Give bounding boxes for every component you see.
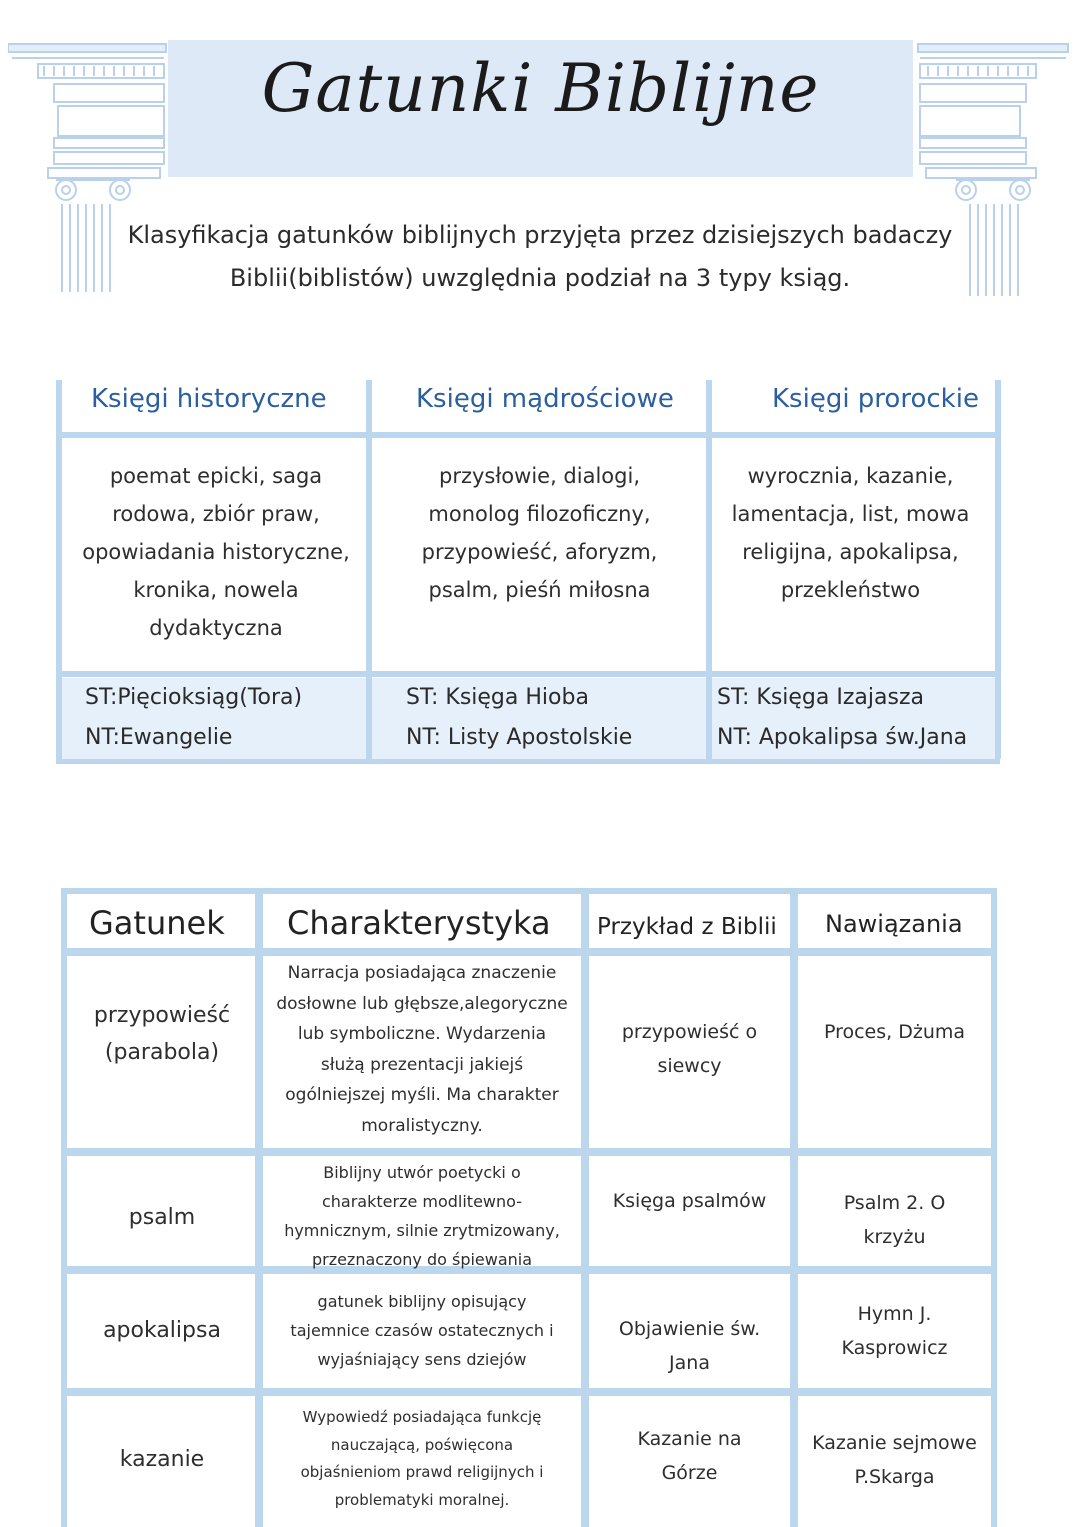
- row-references: [798, 1015, 991, 1049]
- header-characteristics: Charakterystyka: [287, 904, 551, 942]
- genre-line: monolog filozoficzny,: [428, 502, 651, 526]
- example-line: Górze: [661, 1462, 718, 1484]
- example-line: przypowieść o: [621, 1021, 758, 1043]
- grid-line: [581, 894, 589, 1527]
- reference-line: krzyżu: [863, 1226, 926, 1248]
- row-references: [798, 1297, 991, 1365]
- page-title: Gatunki Biblijne: [261, 50, 820, 127]
- examples-historical: [85, 678, 302, 758]
- desc-line: przeznaczony do śpiewania: [311, 1250, 533, 1269]
- genre-line: poemat epicki, saga: [109, 464, 323, 488]
- example-st: ST: Księga Hioba: [406, 685, 589, 710]
- genre-line: przekleństwo: [780, 578, 921, 602]
- book-types-table: [56, 380, 1000, 764]
- desc-line: hymnicznym, silnie zrytmizowany,: [284, 1221, 560, 1240]
- desc-line: Biblijny utwór poetycki o: [323, 1163, 521, 1182]
- genre-line: wyrocznia, kazanie,: [747, 464, 954, 488]
- reference-line: Psalm 2. O: [843, 1192, 946, 1214]
- intro-line: Klasyfikacja gatunków biblijnych przyjęta przez dzisiejszych badaczy: [127, 221, 953, 249]
- genres-wisdom: [377, 457, 702, 609]
- desc-line: Narracja posiadająca znaczenie: [287, 963, 557, 983]
- header-prophetic: Księgi prorockie: [772, 384, 979, 414]
- row-genre: [67, 1312, 257, 1349]
- desc-line: wyjaśniający sens dziejów: [317, 1350, 527, 1369]
- row-example: [589, 1422, 790, 1490]
- header-historical: Księgi historyczne: [91, 384, 327, 414]
- genre-line: przypowieść, aforyzm,: [421, 540, 658, 564]
- grid-line: [790, 894, 798, 1527]
- row-example: [589, 1312, 790, 1380]
- desc-line: dosłowne lub głębsze,alegoryczne: [276, 993, 568, 1014]
- desc-line: charakterze modlitewno-: [321, 1192, 523, 1211]
- genre-line: kronika, nowela: [133, 578, 299, 602]
- desc-line: Wypowiedź posiadająca funkcję: [302, 1408, 542, 1426]
- grid-line: [67, 1388, 991, 1396]
- genre-line: rodowa, zbiór praw,: [112, 502, 320, 526]
- desc-line: problematyki moralnej.: [334, 1490, 510, 1509]
- header-wisdom: Księgi mądrościowe: [416, 384, 674, 414]
- reference-line: Hymn J.: [857, 1303, 932, 1325]
- example-line: Kazanie na: [637, 1428, 742, 1450]
- row-references: [798, 1426, 991, 1494]
- genre-line: lamentacja, list, mowa: [731, 502, 970, 526]
- example-st: ST: Księga Izajasza: [717, 685, 924, 710]
- example-line: Objawienie św.: [618, 1318, 761, 1340]
- row-description: [263, 1404, 581, 1514]
- grid-line: [61, 432, 995, 438]
- row-genre: [67, 1441, 257, 1478]
- genre-line: religijna, apokalipsa,: [742, 540, 959, 564]
- example-line: Księga psalmów: [612, 1190, 767, 1212]
- intro-text: [100, 214, 980, 300]
- example-nt: NT:Ewangelie: [85, 725, 233, 750]
- row-genre: [67, 997, 257, 1071]
- row-example: [589, 1015, 790, 1083]
- desc-line: gatunek biblijny opisujący: [317, 1292, 527, 1311]
- example-line: Jana: [669, 1352, 710, 1374]
- grid-line: [67, 1148, 991, 1156]
- genre-line: psalm, pieśń miłosna: [428, 578, 651, 602]
- row-references: [798, 1186, 991, 1254]
- genre-name: psalm: [128, 1205, 196, 1230]
- header-genre: Gatunek: [89, 904, 225, 942]
- desc-line: służą prezentacji jakiejś: [320, 1054, 524, 1075]
- genre-name: (parabola): [104, 1040, 220, 1065]
- row-description: [263, 958, 581, 1141]
- example-nt: NT: Listy Apostolskie: [406, 725, 633, 750]
- examples-wisdom: [406, 678, 632, 758]
- reference-line: P.Skarga: [854, 1466, 935, 1488]
- desc-line: nauczającą, poświęcona: [330, 1435, 514, 1454]
- desc-line: moralistyczny.: [361, 1115, 483, 1136]
- row-genre: [67, 1199, 257, 1236]
- genres-prophetic: [713, 457, 988, 609]
- row-description: [263, 1287, 581, 1374]
- genres-historical: [66, 457, 366, 647]
- genre-name: apokalipsa: [103, 1318, 221, 1343]
- row-description: [263, 1158, 581, 1274]
- example-st: ST:Pięcioksiąg(Tora): [85, 685, 303, 710]
- desc-line: objaśnieniom prawd religijnych i: [300, 1463, 544, 1481]
- grid-line: [61, 671, 995, 677]
- examples-prophetic: [717, 678, 967, 758]
- genre-line: opowiadania historyczne,: [82, 540, 350, 564]
- genre-table: [61, 888, 997, 1527]
- grid-line: [67, 948, 991, 956]
- example-nt: NT: Apokalipsa św.Jana: [717, 725, 968, 750]
- genre-line: przysłowie, dialogi,: [438, 464, 640, 488]
- grid-line: [995, 380, 1001, 759]
- reference-line: Proces, Dżuma: [823, 1021, 966, 1043]
- row-example: [589, 1184, 790, 1218]
- genre-name: przypowieść: [93, 1003, 231, 1028]
- header-bible-example: Przykład z Biblii: [597, 914, 777, 940]
- reference-line: Kazanie sejmowe: [812, 1432, 977, 1454]
- example-line: siewcy: [657, 1055, 722, 1077]
- intro-line: Biblii(biblistów) uwzględnia podział na 3 typy ksiąg.: [229, 264, 851, 292]
- desc-line: lub symboliczne. Wydarzenia: [297, 1024, 547, 1044]
- desc-line: tajemnice czasów ostatecznych i: [290, 1321, 554, 1340]
- reference-line: Kasprowicz: [841, 1337, 948, 1359]
- desc-line: ogólniejszej myśli. Ma charakter: [285, 1085, 559, 1105]
- header-references: Nawiązania: [825, 910, 963, 938]
- genre-line: dydaktyczna: [149, 616, 283, 640]
- genre-name: kazanie: [119, 1447, 205, 1472]
